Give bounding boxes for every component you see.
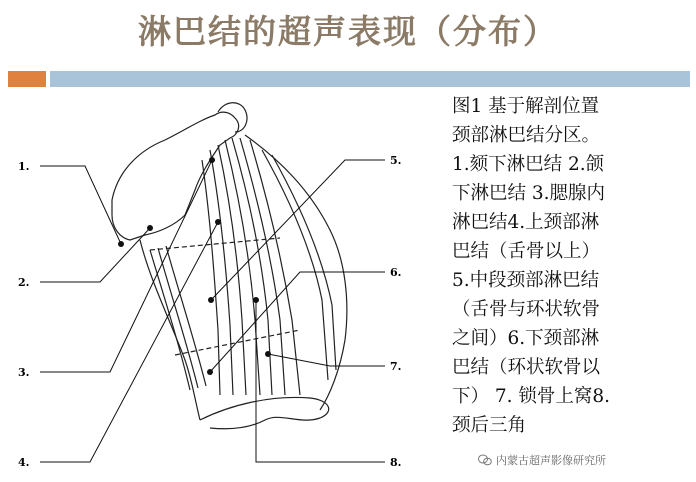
accent-bar-blue	[50, 71, 690, 87]
accent-bar-orange	[8, 71, 46, 87]
wechat-icon	[478, 454, 492, 466]
figure-caption: 图1 基于解剖位置 颈部淋巴结分区。 1.颏下淋巴结 2.颌 下淋巴结 3.腮腺内 淋巴结4.上颈部淋 巴结（舌骨以上） 5.中段颈部淋巴结 （舌骨与环状软骨 之间）6.下颈部淋 巴结（环状软骨以 下） 7. 锁骨上窝8. 颈后三角	[452, 96, 611, 436]
label-4: 4.	[18, 456, 30, 469]
ear-outline	[218, 103, 247, 132]
watermark-text: 内蒙古超声影像研究所	[496, 454, 606, 467]
label-5: 5.	[390, 154, 402, 167]
label-7: 7.	[390, 360, 402, 373]
watermark	[478, 452, 606, 468]
label-3: 3.	[18, 366, 30, 379]
neck-anatomy-diagram	[0, 95, 440, 482]
clavicle	[200, 397, 329, 428]
label-6: 6.	[390, 266, 402, 279]
label-8: 8.	[390, 456, 402, 469]
label-1: 1.	[18, 160, 30, 173]
slide-title: 淋巴结的超声表现（分布）	[138, 12, 558, 51]
label-2: 2.	[18, 276, 30, 289]
